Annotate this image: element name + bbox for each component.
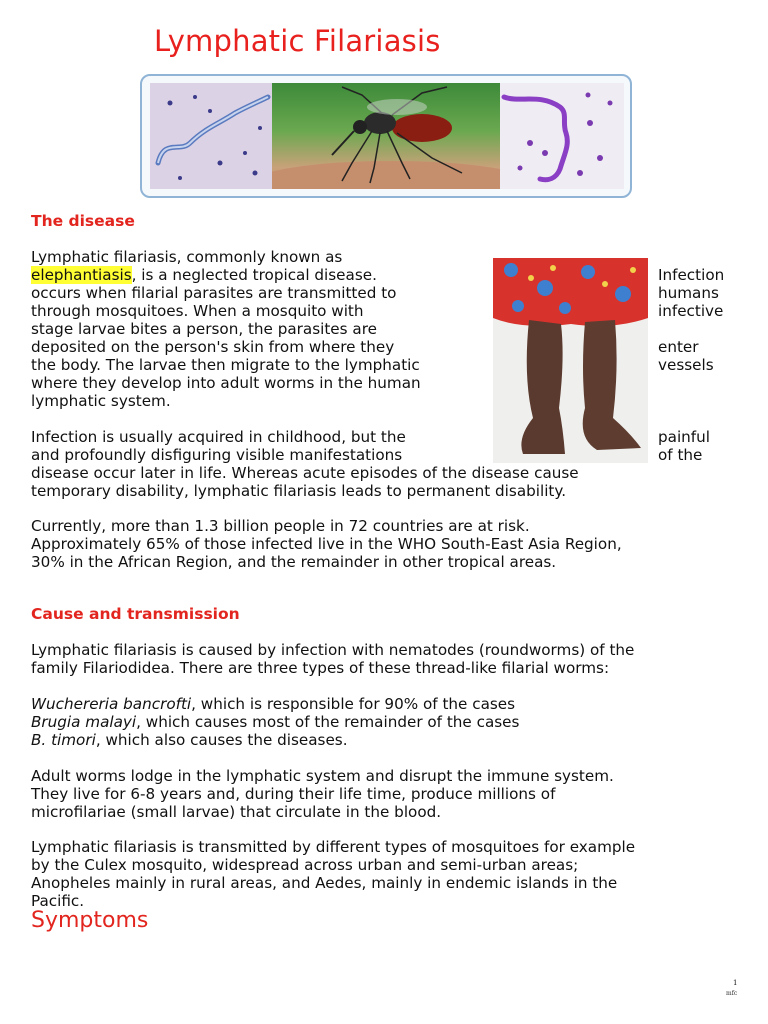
text-line: microfilariae (small larvae) that circulate in the blood. — [31, 803, 442, 821]
text-fragment: humans — [658, 284, 719, 302]
text-line: Anopheles mainly in rural areas, and Aedes, mainly in endemic islands in the — [31, 874, 618, 892]
text-line: Lymphatic filariasis is transmitted by different types of mosquitoes for example — [31, 838, 636, 856]
section-heading-cause: Cause and transmission — [31, 605, 240, 623]
mosquito-image — [272, 83, 500, 189]
text-line: They live for 6-8 years and, during their life time, produce millions of — [31, 785, 556, 803]
disease-paragraph-3 — [31, 517, 736, 571]
footer-mark: mfc — [726, 990, 738, 997]
text-line: Currently, more than 1.3 billion people in 72 countries are at risk. — [31, 517, 530, 535]
disease-paragraph-2 — [31, 428, 736, 500]
text-fragment: deposited on the person's skin from where they — [31, 338, 395, 356]
text-line — [31, 428, 736, 446]
text-fragment: infective — [658, 302, 724, 320]
worm-species-list — [31, 695, 736, 749]
page-title: Lymphatic Filariasis — [154, 24, 441, 58]
section-heading-disease: The disease — [31, 212, 135, 230]
highlighted-term: elephantiasis — [31, 266, 132, 284]
text-line: Pacific. — [31, 892, 85, 910]
text-line: temporary disability, lymphatic filariasis leads to permanent disability. — [31, 482, 567, 500]
text-line: 30% in the African Region, and the remainder in other tropical areas. — [31, 553, 557, 571]
text-line: Lymphatic filariasis is caused by infection with nematodes (roundworms) of the — [31, 641, 635, 659]
microfilaria-image — [150, 83, 272, 189]
text-line: stage larvae bites a person, the parasites are — [31, 320, 377, 338]
text-fragment: painful — [658, 428, 710, 446]
text-fragment: through mosquitoes. When a mosquito with — [31, 302, 364, 320]
text-line: where they develop into adult worms in the human — [31, 374, 421, 392]
text-fragment: of the — [658, 446, 703, 464]
text-fragment: occurs when filarial parasites are transmitted to — [31, 284, 397, 302]
text-line: lymphatic system. — [31, 392, 171, 410]
text-line: family Filariodidea. There are three types of these thread-like filarial worms: — [31, 659, 610, 677]
text-fragment: , is a neglected tropical disease. — [131, 266, 377, 284]
image-banner — [140, 74, 632, 198]
section-heading-symptoms: Symptoms — [31, 908, 149, 933]
text-fragment: enter — [658, 338, 699, 356]
species-desc: , which also causes the diseases. — [95, 731, 348, 749]
text-line: by the Culex mosquito, widespread across urban and semi-urban areas; — [31, 856, 579, 874]
species-name: Brugia malayi — [31, 713, 137, 731]
species-name: B. timori — [31, 731, 96, 749]
text-line: Lymphatic filariasis, commonly known as — [31, 248, 343, 266]
list-item — [31, 713, 736, 731]
text-line: Adult worms lodge in the lymphatic system and disrupt the immune system. — [31, 767, 614, 785]
text-line — [31, 446, 736, 464]
text-fragment: and profoundly disfiguring visible manifestations — [31, 446, 403, 464]
list-item — [31, 731, 736, 749]
text-fragment: vessels — [658, 356, 714, 374]
cause-paragraph-2 — [31, 767, 736, 821]
text-line: disease occur later in life. Whereas acute episodes of the disease cause — [31, 464, 579, 482]
text-fragment: Infection — [658, 266, 725, 284]
species-desc: , which causes most of the remainder of the cases — [136, 713, 520, 731]
text-fragment: Infection is usually acquired in childhood, but the — [31, 428, 406, 446]
text-line: Approximately 65% of those infected live in the WHO South-East Asia Region, — [31, 535, 622, 553]
species-name: Wuchereria bancrofti — [31, 695, 192, 713]
cause-paragraph-3 — [31, 838, 736, 910]
list-item — [31, 695, 736, 713]
stained-worm-image — [500, 83, 624, 189]
page-number: 1 — [733, 979, 738, 987]
cause-paragraph-1 — [31, 641, 736, 677]
text-fragment: the body. The larvae then migrate to the lymphatic — [31, 356, 420, 374]
species-desc: , which is responsible for 90% of the cases — [191, 695, 516, 713]
